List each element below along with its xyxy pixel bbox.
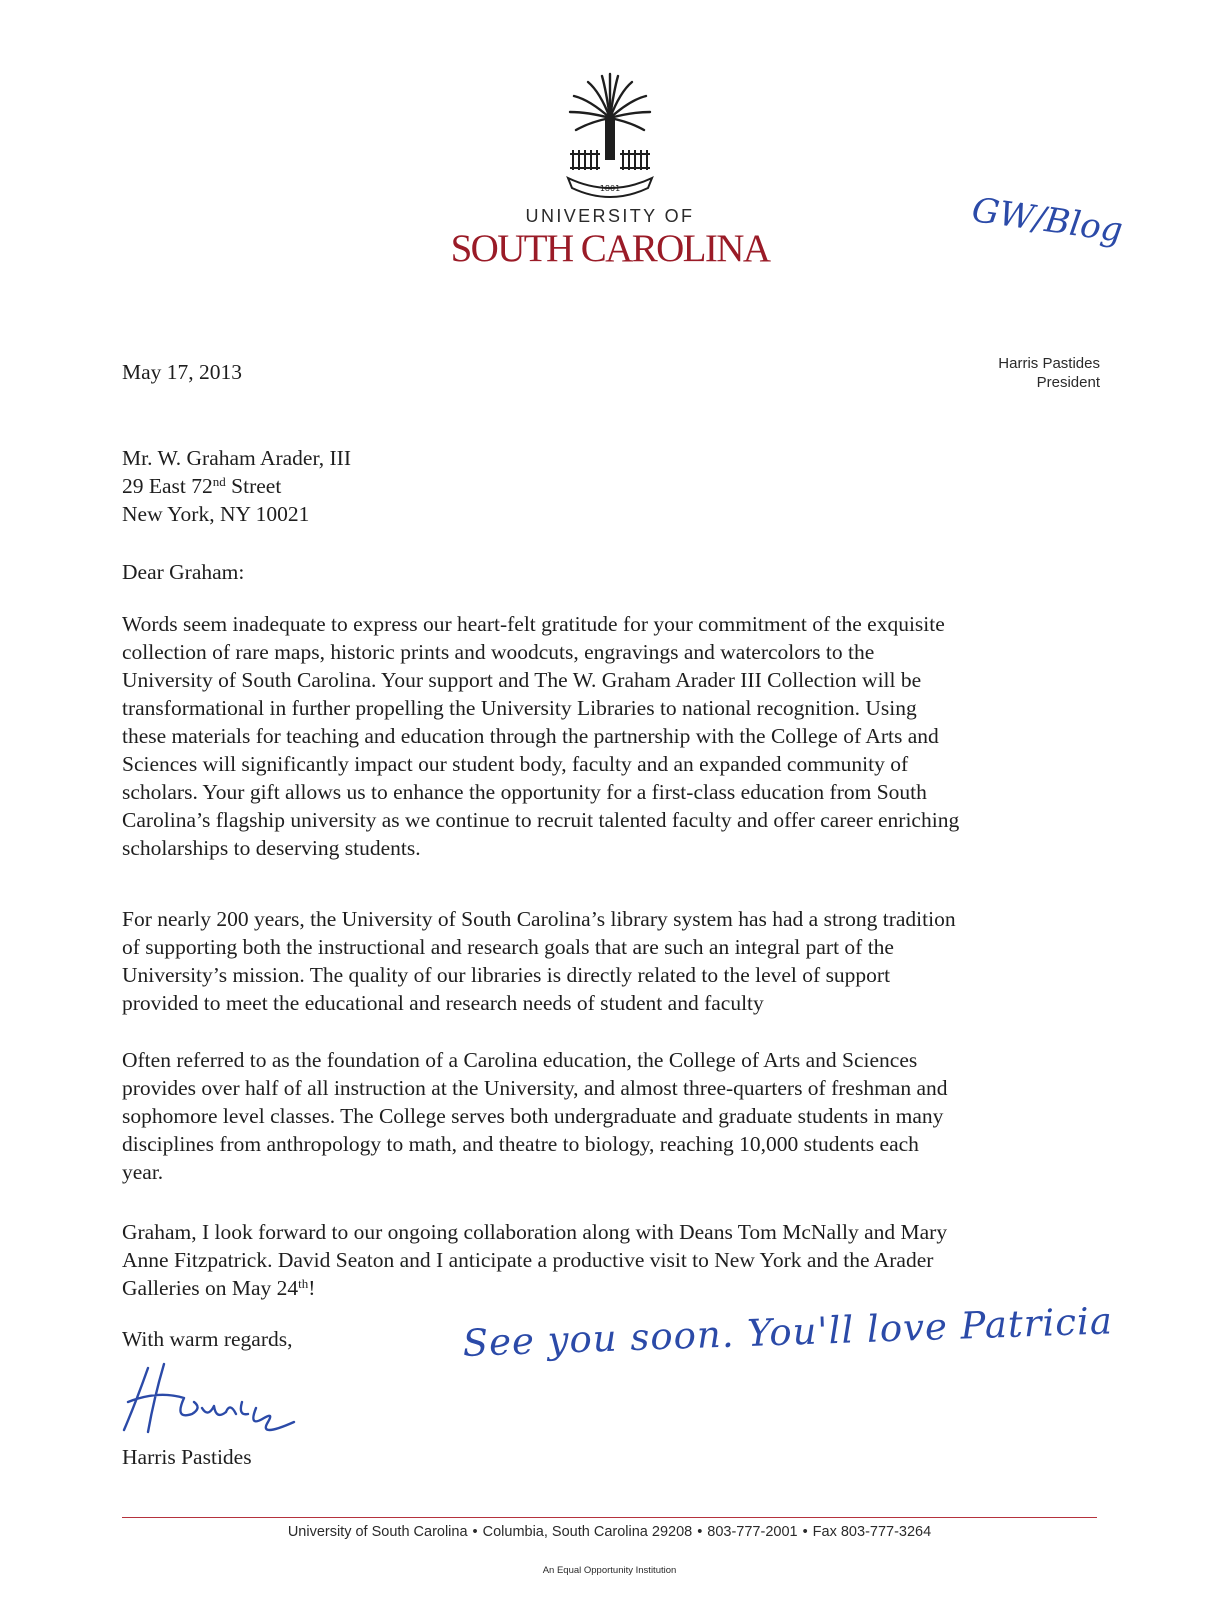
sender-name: Harris Pastides bbox=[998, 355, 1100, 372]
handwritten-signature bbox=[118, 1358, 298, 1440]
paragraph-line: Carolina’s flagship university as we continue to recruit talented faculty and offer career enriching bbox=[122, 808, 960, 832]
paragraph-line: Words seem inadequate to express our heart-felt gratitude for your commitment of the exquisite bbox=[122, 612, 945, 636]
paragraph-line: Galleries on May 24th! bbox=[122, 1276, 316, 1300]
paragraph-line: Often referred to as the foundation of a Carolina education, the College of Arts and Sciences bbox=[122, 1048, 918, 1072]
footer-fax: Fax 803-777-3264 bbox=[812, 1524, 932, 1540]
paragraph-line: of supporting both the instructional and research goals that are such an integral part of the bbox=[122, 935, 894, 959]
recipient-city: New York, NY 10021 bbox=[122, 502, 310, 526]
university-of-label: UNIVERSITY OF bbox=[525, 206, 695, 226]
paragraph-line: University’s mission. The quality of our libraries is directly related to the level of support bbox=[122, 963, 891, 987]
closing-paragraph bbox=[122, 1218, 1097, 1302]
footer-address: University of South Carolina • Columbia, South Carolina 29208 • 803-777-2001 • Fax 803-777-3264 bbox=[287, 1524, 932, 1540]
recipient-street: 29 East 72nd Street bbox=[122, 474, 282, 498]
paragraph-line: these materials for teaching and education through the partnership with the College of Arts and bbox=[122, 724, 939, 748]
paragraph-line: transformational in further propelling the University Libraries to national recognition. Using bbox=[122, 696, 917, 720]
paragraph-line: Graham, I look forward to our ongoing collaboration along with Deans Tom McNally and Mary bbox=[122, 1220, 948, 1244]
signature-text: Harris bbox=[206, 1438, 210, 1439]
body-paragraph bbox=[122, 610, 1097, 862]
paragraph-line: scholars. Your gift allows us to enhance the opportunity for a first-class education from South bbox=[122, 780, 927, 804]
paragraph-line: provides over half of all instruction at the University, and almost three-quarters of freshman and bbox=[122, 1076, 948, 1100]
paragraph-line: provided to meet the educational and research needs of student and faculty bbox=[122, 991, 764, 1015]
seal-year: 1801 bbox=[599, 184, 621, 193]
palmetto-tree-seal-icon bbox=[560, 72, 660, 200]
paragraph-line: collection of rare maps, historic prints and woodcuts, engravings and watercolors to the bbox=[122, 640, 875, 664]
handwritten-personal-note: See you soon. You'll love Patricia bbox=[462, 1299, 1114, 1365]
paragraph-line: scholarships to deserving students. bbox=[122, 836, 421, 860]
paragraph-line: year. bbox=[122, 1160, 164, 1184]
footer-phone: 803-777-2001 bbox=[707, 1524, 798, 1540]
body-paragraph bbox=[122, 1046, 1097, 1186]
footer-equal-opportunity: An Equal Opportunity Institution bbox=[542, 1565, 677, 1576]
letter-date: May 17, 2013 bbox=[122, 360, 243, 384]
university-name: SOUTH CAROLINA bbox=[450, 227, 770, 270]
paragraph-line: Sciences will significantly impact our student body, faculty and an expanded community of bbox=[122, 752, 909, 776]
closing: With warm regards, bbox=[122, 1327, 293, 1351]
signer-name: Harris Pastides bbox=[122, 1445, 252, 1469]
recipient-name: Mr. W. Graham Arader, III bbox=[122, 446, 352, 470]
recipient-address bbox=[122, 444, 351, 528]
paragraph-line: University of South Carolina. Your support and The W. Graham Arader III Collection will be bbox=[122, 668, 922, 692]
paragraph-line: Anne Fitzpatrick. David Seaton and I anticipate a productive visit to New York and the Arader bbox=[122, 1248, 934, 1272]
paragraph-line: sophomore level classes. The College serves both undergraduate and graduate students in many bbox=[122, 1104, 944, 1128]
paragraph-line: For nearly 200 years, the University of South Carolina’s library system has had a strong tradition bbox=[122, 907, 956, 931]
handwritten-note-gw-blog: GW/Blog bbox=[969, 190, 1126, 251]
footer-divider bbox=[122, 1517, 1097, 1518]
greeting: Dear Graham: bbox=[122, 560, 245, 584]
body-paragraph bbox=[122, 905, 1097, 1017]
sender-title: President bbox=[1036, 374, 1100, 391]
footer-institution: University of South Carolina bbox=[287, 1524, 468, 1540]
sender-block bbox=[880, 354, 1100, 392]
paragraph-line: disciplines from anthropology to math, and theatre to biology, reaching 10,000 students each bbox=[122, 1132, 919, 1156]
footer-city: Columbia, South Carolina 29208 bbox=[482, 1524, 693, 1540]
